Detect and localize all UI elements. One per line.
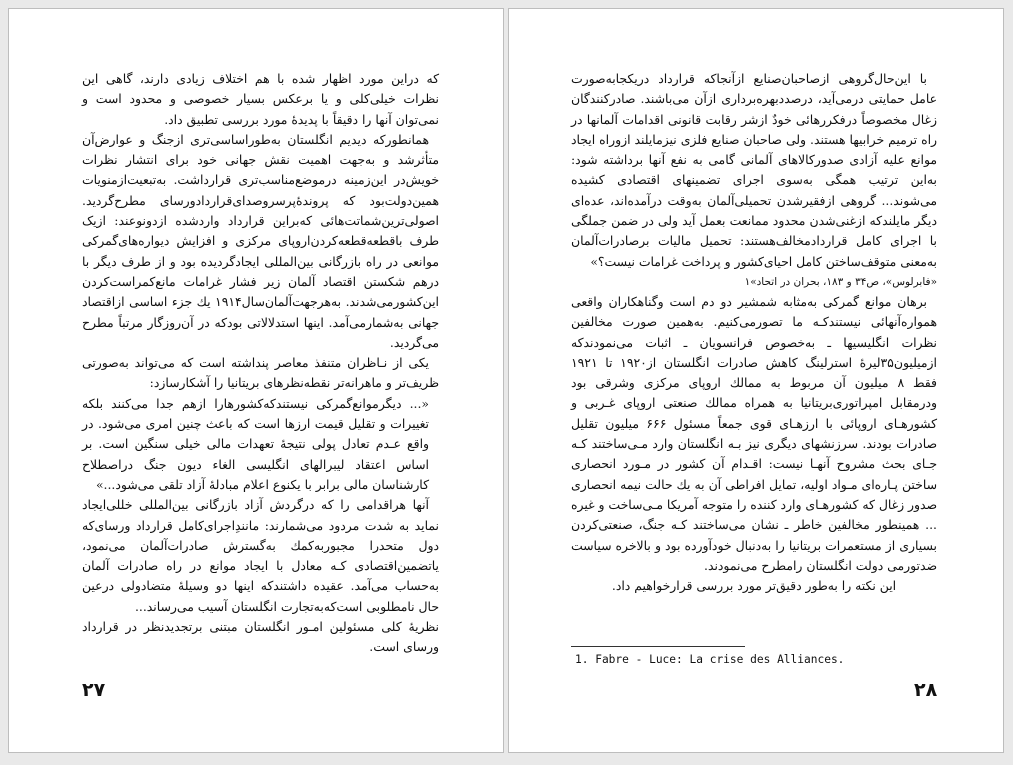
paragraph: همانطورکه دیدیم انگلستان به‌طوراساسی‌تری ازجنگ و عوارض‌آن متأثرشد و به‌جهت اهمیت نقش جهانی خود برای انتشار نظرات خویش‌در این‌زمینه درموضع‌مناسب‌تری قرارداشت. به‌تبعیت‌ازمنویات همین‌دولت‌بود که پروندهٔ‌پرسروصدای‌قراردادورسای مطرح‌گردید. اصولی‌ترین‌شماتت‌هائی که‌براین قرارداد واردشده ازدونوعند: ازیک طرف باقطعه‌قطعه‌کردن‌اروپای مرکزی و افزایش دیواره‌های‌گمرکی موانعی در راه بازرگانی بین‌المللی ایجادگردیده بود و از طرف دیگر با درهم شکستن اقتصاد آلمان زیر فشار غرامات مانع‌کمراست‌کردن این‌کشورمی‌شدند. به‌هرجهت‌آلمان‌سال۱۹۱۴ یك جزء اساسی ازاقتصاد جهانی به‌شمارمی‌آمد. اینها استدلالاتی بودکه در آن‌روزگار مرتباً مطرح می‌گردید. — [82, 131, 439, 350]
paragraph: آنها هراقدامی را که درگردش آزاد بازرگانی بین‌المللی خللی‌ایجاد نماید به شدت مردود می‌شمارند: مانندِاجرای‌کامل قرارداد ورسای‌که دول متحدرا مجبوربه‌کمك به‌گسترش صادرات‌آلمان می‌نمود، یاتضمین‌اقتصادی کـه معادل با ایجاد موانع در راه صادرات آلمان به‌حساب می‌آمد. عقیده داشتندکه اینها دو وسیلهٔ متضادولی درعین حال نامطلوبی است‌که‌به‌تجارت انگلستان آسیب می‌رساند... — [82, 497, 439, 614]
paragraph: یکی از نـاظران متنفذ معاصر پنداشته است که می‌تواند به‌صورتی ظریف‌تر و ماهرانه‌تر نقطه‌نظرهای بریتانیا را آشکارسازد: — [82, 355, 439, 391]
paragraph: برهان موانع گمرکی به‌مثابه شمشیر دو دم است وگناهکاران واقعی همواره‌آنهائی نیستندکـه ما تصورمی‌کنیم. به‌همین صورت مخالفین نظرات انگلیسیها ـ به‌خصوص فرانسویان ـ اثبات می‌نمودندکه ازمیلیون۳۵لیرهٔ استرلینگ کاهش صادرات انگلستان از۱۹۲۰ تا ۱۹۲۱ فقط ۸ میلیون آن مربوط به ممالك اروپای مرکزی وشرقی بود ودرمقابل امپراتوری‌بریتانیا به همراه ممالك صنعتی اروپای غـربی و کشورهـای اروپائی با ارزهـای قوی جمعاً مسئول ۶۶۶ میلیون تقلیل صادرات بودند. سرزنشهای دیگری نیز بـه انگلستان وارد مـی‌ساختند کـه جـای بحث مشروح آنهـا نیست: اقـدام آن کشور در مـورد انحصاری ساختن پـاره‌ای مـواد اولیه، تمایل افراطی آن به یك حالت نیمه انحصاری صدور زغال که کشورهـای وارد کننده را متوجه آمریکا مـی‌ساخت و غیره ... همینطور مخالفین خاطر ـ نشان می‌ساختند کـه جنگ، صنعتی‌کردن بسیاری از مستعمرات بریتانیا را به‌دنبال خودآورده بود و بالاخره سیاست ضدتورمی دولت انگلستان رامطرح می‌نمودند. — [571, 293, 937, 573]
quotation: «... دیگرموانع‌گمرکی نیستندکه‌کشورهارا ازهم جدا می‌کنند بلکه تغییرات و تقلیل قیمت ارزها است که باعث چنین امری می‌شود. در واقع عـدم تعادل پولی نتیجهٔ تعهدات مالی خیلی سنگین است. بر اساس اعتقاد لیبرالهای انگلیسی الغاء دیون جنگ دراصطلاح کارشناسان مالی برابر با یکنوع اعلام مبادلهٔ آزاد تلقی می‌شود...» — [82, 395, 429, 492]
page-number: ۲۷ — [82, 679, 106, 701]
citation: «فابرلوس»، ص۳۴ و ۱۸۳، بحران در اتحاد»۱ — [744, 275, 937, 288]
left-page — [8, 8, 504, 753]
left-page-text — [82, 69, 439, 658]
footnote: 1. Fabre - Luce: La crise des Alliances. — [575, 653, 845, 666]
page-number: ۲۸ — [914, 679, 938, 701]
paragraph: این نکته را به‌طور دقیق‌تر مورد بررسی قرارخواهیم داد. — [611, 578, 897, 594]
right-page — [508, 8, 1004, 753]
paragraph: نظریهٔ کلی مسئولین امـور انگلستان مبتنی برتجدیدنظر در قرارداد ورسای است. — [82, 619, 439, 655]
footnote-divider — [571, 646, 745, 647]
quotation: با این‌حال‌گروهی ازصاحبان‌صنایع ازآنجاکه قرارداد دریکجابه‌صورت عامل حمایتی درمی‌آید، درصددبهره‌برداری ازآن می‌باشند. صادرکنندگان زغال مخصوصاً درفکررهائی خودٌ ازشر رقابت قانونی اقدامات آلمانها در راه ترمیم خرابیها هستند. ولی صاحبان صنایع فلزی نیزمایلند ازوراه ایجاد موانع علیه آزادی صدورکالاهای آلمانی گامی به نفع آنها برداشته شود: به‌این ترتیب همگی به‌سوی اجرای تضمینهای اقتصادی کشیده می‌شوند... گروهی ازفقیرشدن تحمیلی‌آلمان به‌وقت درآمده‌اند، عده‌ای دیگر مایلندکه ازغنی‌شدن محدود ممانعت بعمل آید ولی در ضمن جملگی با اجرای کامل قراردادمخالف‌هستند: تحمیل مالیات برصادرات‌آلمان به‌معنی متوقف‌ساختن کامل احیای‌کشور و پرداخت غرامات نیست؟» — [571, 71, 937, 269]
paragraph: که دراین مورد اظهار شده با هم اختلاف زیادی دارند، گاهی این نظرات خیلی‌کلی و یا برعکس بسیار خصوصی و محدود است و نمی‌توان آنها را دقیقاً با پدیدهٔ مورد بررسی تطبیق داد. — [82, 71, 439, 127]
right-page-text — [571, 69, 937, 596]
